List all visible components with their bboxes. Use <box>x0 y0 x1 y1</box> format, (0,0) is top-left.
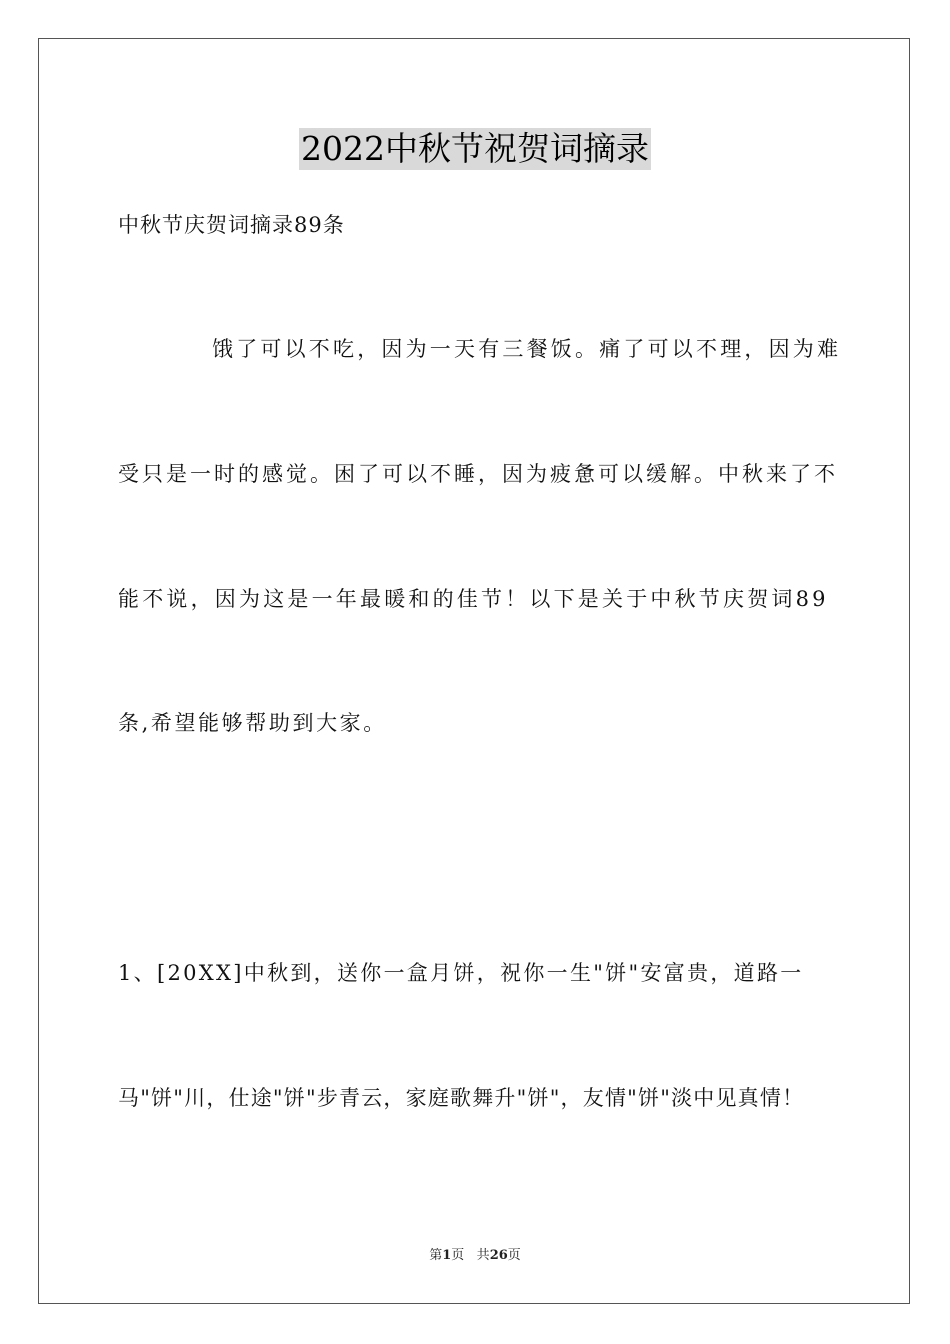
paragraph-line-6: 马"饼"川，仕途"饼"步青云，家庭歌舞升"饼"，友情"饼"淡中见真情！ <box>118 1086 805 1110</box>
paragraph-line-5: 1、[20XX]中秋到，送你一盒月饼，祝你一生"饼"安富贵，道路一 <box>118 961 804 985</box>
page-footer <box>0 1247 950 1265</box>
total-prefix: 共 <box>476 1248 490 1263</box>
paragraph-line-3: 能不说，因为这是一年最暖和的佳节！以下是关于中秋节庆贺词89 <box>118 587 829 611</box>
title-container <box>0 128 950 170</box>
paragraph-line-4: 条,希望能够帮助到大家。 <box>118 711 387 735</box>
document-subtitle: 中秋节庆贺词摘录89条 <box>118 213 345 237</box>
paragraph-line-2: 受只是一时的感觉。困了可以不睡，因为疲惫可以缓解。中秋来了不 <box>118 462 838 486</box>
paragraph-line-1: 饿了可以不吃，因为一天有三餐饭。痛了可以不理，因为难 <box>212 337 842 361</box>
page-number: 1 <box>442 1248 452 1263</box>
document-title: 2022中秋节祝贺词摘录 <box>301 129 649 168</box>
total-suffix: 页 <box>507 1248 521 1263</box>
total-pages: 26 <box>489 1248 508 1263</box>
page-prefix: 第 <box>429 1248 443 1263</box>
page-suffix: 页 <box>451 1248 465 1263</box>
